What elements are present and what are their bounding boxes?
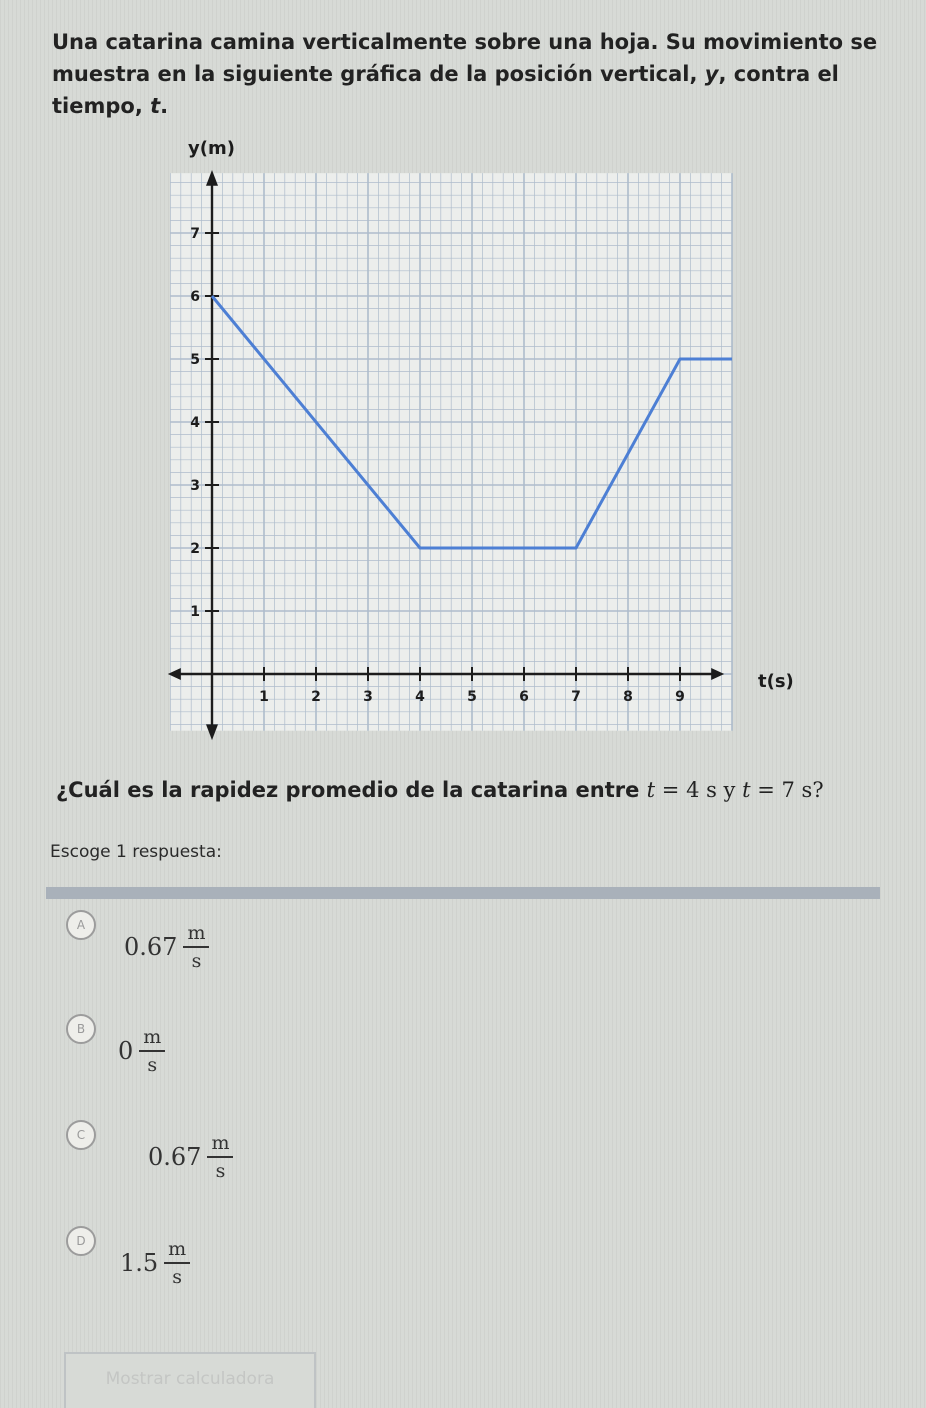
answer-number-a: 0.67 (124, 933, 178, 961)
question-lead: ¿Cuál es la rapidez promedio de la catarina entre (56, 778, 640, 802)
problem-line-2 (52, 58, 892, 122)
problem-statement (52, 26, 892, 122)
answer-value-c (148, 1132, 233, 1182)
unit-fraction-a (183, 922, 209, 972)
y-axis-label: y(m) (188, 138, 235, 159)
choose-answer-prompt: Escoge 1 respuesta: (50, 842, 222, 862)
x-axis-label: t(s) (758, 671, 794, 692)
y-tick-label: 7 (190, 226, 200, 242)
x-tick-label: 9 (675, 689, 685, 705)
radio-button-c[interactable]: C (66, 1120, 96, 1150)
unit-numerator-c: m (207, 1132, 233, 1158)
answer-option-b[interactable] (66, 1014, 466, 1104)
answer-number-c: 0.67 (148, 1143, 202, 1171)
y-tick-label: 5 (190, 352, 200, 368)
unit-fraction-c (207, 1132, 233, 1182)
radio-button-a[interactable]: A (66, 910, 96, 940)
answer-option-c[interactable] (66, 1120, 466, 1210)
unit-denominator-d: s (172, 1266, 183, 1288)
answer-option-d[interactable] (66, 1226, 466, 1316)
section-divider (46, 887, 880, 899)
variable-y: y (704, 62, 719, 86)
x-tick-label: 6 (519, 689, 529, 705)
unit-numerator-d: m (164, 1238, 190, 1264)
graph-grid (170, 173, 732, 731)
y-tick-label: 1 (190, 604, 200, 620)
x-tick-label: 1 (259, 689, 269, 705)
radio-button-b[interactable]: B (66, 1014, 96, 1044)
question-eq-2: = 7 s? (750, 778, 824, 802)
y-tick-label: 3 (190, 478, 200, 494)
answer-value-d (120, 1238, 190, 1288)
unit-numerator-a: m (183, 922, 209, 948)
question-var-t1: t (646, 778, 656, 802)
radio-button-d[interactable]: D (66, 1226, 96, 1256)
problem-line-1: Una catarina camina verticalmente sobre una hoja. Su movimiento se (52, 30, 878, 54)
problem-period: . (160, 94, 169, 118)
unit-denominator-a: s (191, 950, 202, 972)
answer-value-a (124, 922, 209, 972)
unit-denominator-c: s (215, 1160, 226, 1182)
x-tick-label: 2 (311, 689, 321, 705)
x-tick-label: 8 (623, 689, 633, 705)
x-tick-label: 5 (467, 689, 477, 705)
unit-fraction-d (164, 1238, 190, 1288)
y-tick-label: 2 (190, 541, 200, 557)
y-axis-arrow-down (206, 724, 218, 740)
position-time-graph (150, 130, 800, 750)
show-calculator-button[interactable]: Mostrar calculadora (64, 1352, 316, 1408)
x-tick-label: 3 (363, 689, 373, 705)
x-tick-label: 4 (415, 689, 425, 705)
problem-text-b: , contra el tiempo, (52, 62, 839, 118)
answer-option-a[interactable] (66, 910, 466, 1000)
question-var-t2: t (742, 778, 751, 802)
answer-number-b: 0 (118, 1037, 134, 1065)
unit-fraction-b (139, 1026, 165, 1076)
variable-t: t (150, 94, 161, 118)
answer-value-b (118, 1026, 165, 1076)
y-tick-label: 6 (190, 289, 200, 305)
answer-number-d: 1.5 (120, 1249, 159, 1277)
x-tick-label: 7 (571, 689, 581, 705)
problem-text-a: muestra en la siguiente gráfica de la posición vertical, (52, 62, 698, 86)
unit-numerator-b: m (139, 1026, 165, 1052)
y-tick-label: 4 (190, 415, 200, 431)
question-text (56, 778, 896, 802)
unit-denominator-b: s (147, 1054, 158, 1076)
question-interval (647, 778, 824, 802)
question-eq-1: = 4 s y (655, 778, 743, 802)
